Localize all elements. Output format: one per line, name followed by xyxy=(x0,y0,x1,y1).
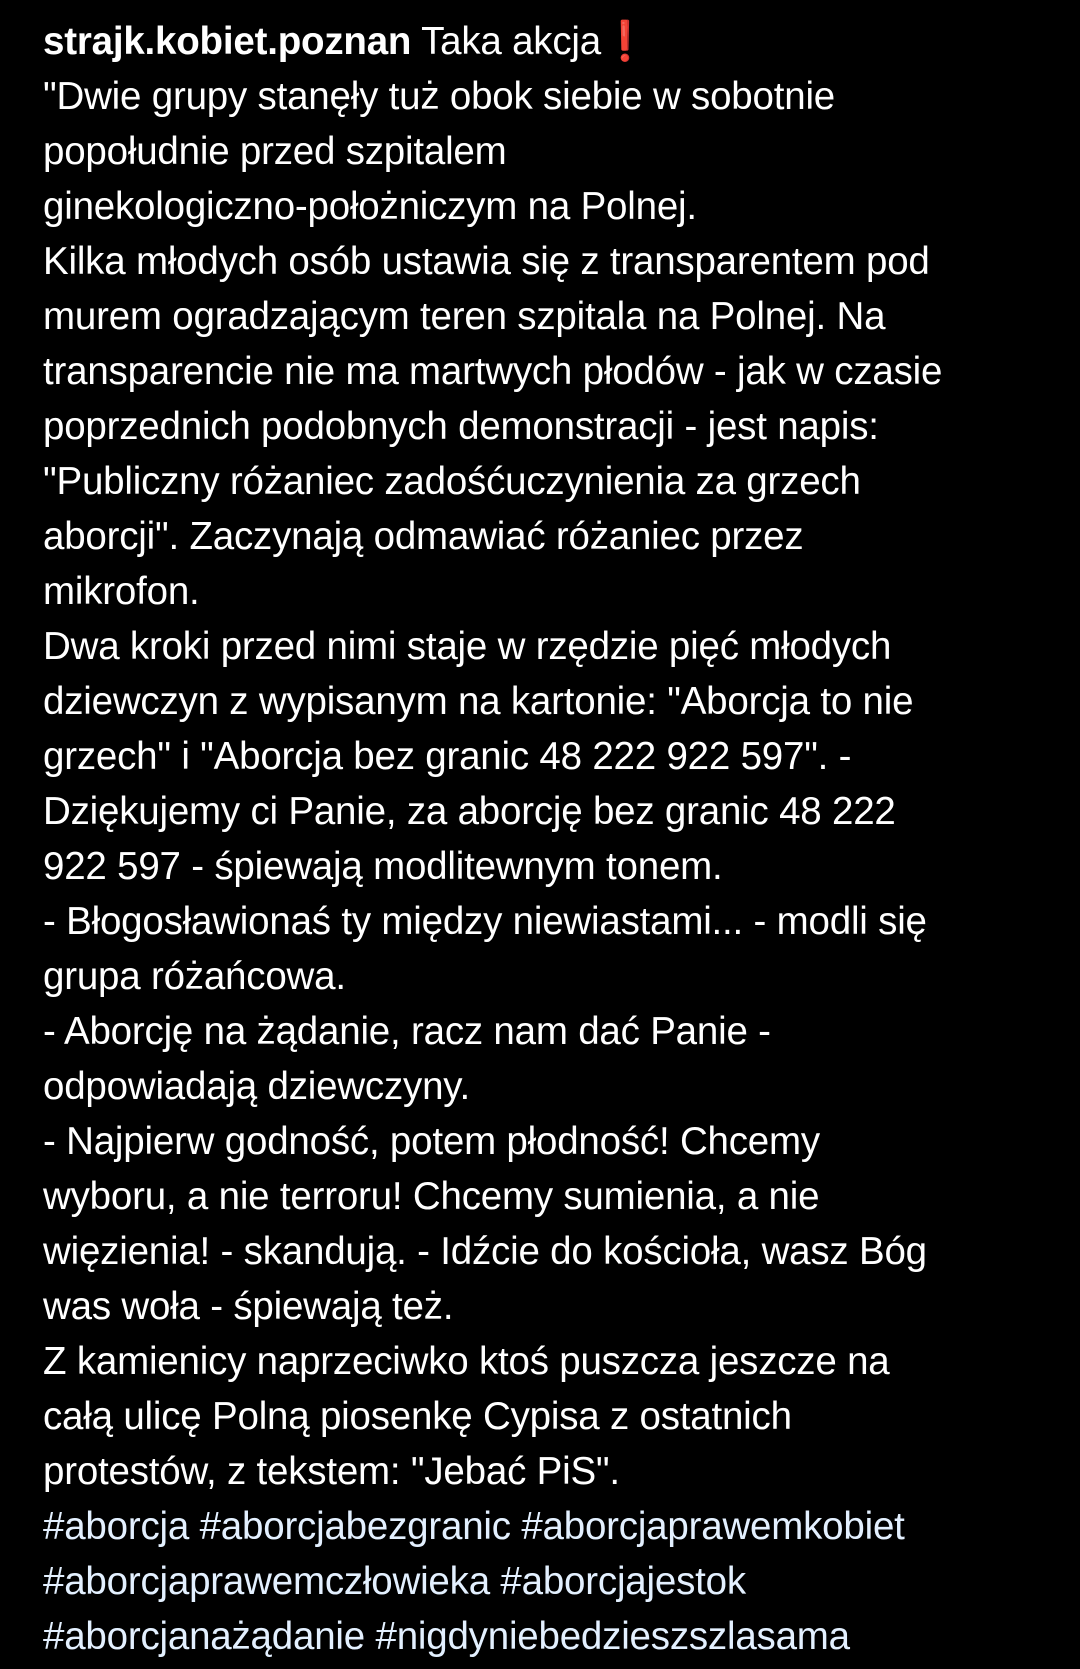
caption-line: aborcji". Zaczynają odmawiać różaniec przez xyxy=(43,515,804,558)
caption-line: - Błogosławionaś ty między niewiastami... - modli się xyxy=(43,900,927,943)
caption-line: grupa różańcowa. xyxy=(43,955,346,998)
hashtag-aborcjajestok[interactable]: #aborcjajestok xyxy=(500,1560,746,1603)
caption-line: was woła - śpiewają też. xyxy=(43,1285,454,1328)
caption-line: Kilka młodych osób ustawia się z transparentem pod xyxy=(43,240,930,283)
caption-line: grzech" i "Aborcja bez granic 48 222 922 597". - xyxy=(43,735,852,778)
username-link[interactable]: strajk.kobiet.poznan xyxy=(43,20,412,63)
caption-line: transparencie nie ma martwych płodów - jak w czasie xyxy=(43,350,943,393)
caption-line: popołudnie przed szpitalem xyxy=(43,130,507,173)
caption-line: Dziękujemy ci Panie, za aborcję bez granic 48 222 xyxy=(43,790,896,833)
hashtag-line xyxy=(43,1499,1053,1554)
hashtag-line xyxy=(43,1554,1053,1609)
hashtag-aborcja[interactable]: #aborcja xyxy=(43,1505,190,1548)
caption-line: więzienia! - skandują. - Idźcie do kościoła, wasz Bóg xyxy=(43,1230,927,1273)
caption-line: 922 597 - śpiewają modlitewnym tonem. xyxy=(43,845,723,888)
caption-line: wyboru, a nie terroru! Chcemy sumienia, a nie xyxy=(43,1175,820,1218)
hashtag-aborcjanazadanie[interactable]: #aborcjanażądanie xyxy=(43,1615,365,1658)
caption-line: poprzednich podobnych demonstracji - jest napis: xyxy=(43,405,879,448)
hashtag-aborcjaprawemczlowieka[interactable]: #aborcjaprawemczłowieka xyxy=(43,1560,490,1603)
hashtag-nigdyniebedzieszszlasama[interactable]: #nigdyniebedzieszszlasama xyxy=(375,1615,850,1658)
caption-line: Dwa kroki przed nimi staje w rzędzie pięć młodych xyxy=(43,625,892,668)
caption-line: - Najpierw godność, potem płodność! Chcemy xyxy=(43,1120,820,1163)
caption-line: mikrofon. xyxy=(43,570,200,613)
caption-line: - Aborcję na żądanie, racz nam dać Panie - xyxy=(43,1010,771,1053)
exclamation-icon: ❗ xyxy=(600,20,649,63)
caption-line: całą ulicę Polną piosenkę Cypisa z ostatnich xyxy=(43,1395,792,1438)
caption-first-text: Taka akcja xyxy=(421,20,601,63)
caption-line: odpowiadają dziewczyny. xyxy=(43,1065,470,1108)
caption-line: ginekologiczno-położniczym na Polnej. xyxy=(43,185,697,228)
hashtag-aborcjabezgranic[interactable]: #aborcjabezgranic xyxy=(199,1505,511,1548)
caption-line: "Dwie grupy stanęły tuż obok siebie w sobotnie xyxy=(43,75,836,118)
caption-header-line xyxy=(43,14,1053,69)
caption-line: "Publiczny różaniec zadośćuczynienia za grzech xyxy=(43,460,861,503)
hashtag-line xyxy=(43,1609,1053,1664)
caption-line: dziewczyn z wypisanym na kartonie: "Aborcja to nie xyxy=(43,680,914,723)
hashtag-aborcjaprawemkobiet[interactable]: #aborcjaprawemkobiet xyxy=(521,1505,905,1548)
post-caption xyxy=(43,14,1053,1664)
caption-line: murem ogradzającym teren szpitala na Polnej. Na xyxy=(43,295,886,338)
caption-line: Z kamienicy naprzeciwko ktoś puszcza jeszcze na xyxy=(43,1340,890,1383)
caption-line: protestów, z tekstem: "Jebać PiS". xyxy=(43,1450,620,1493)
